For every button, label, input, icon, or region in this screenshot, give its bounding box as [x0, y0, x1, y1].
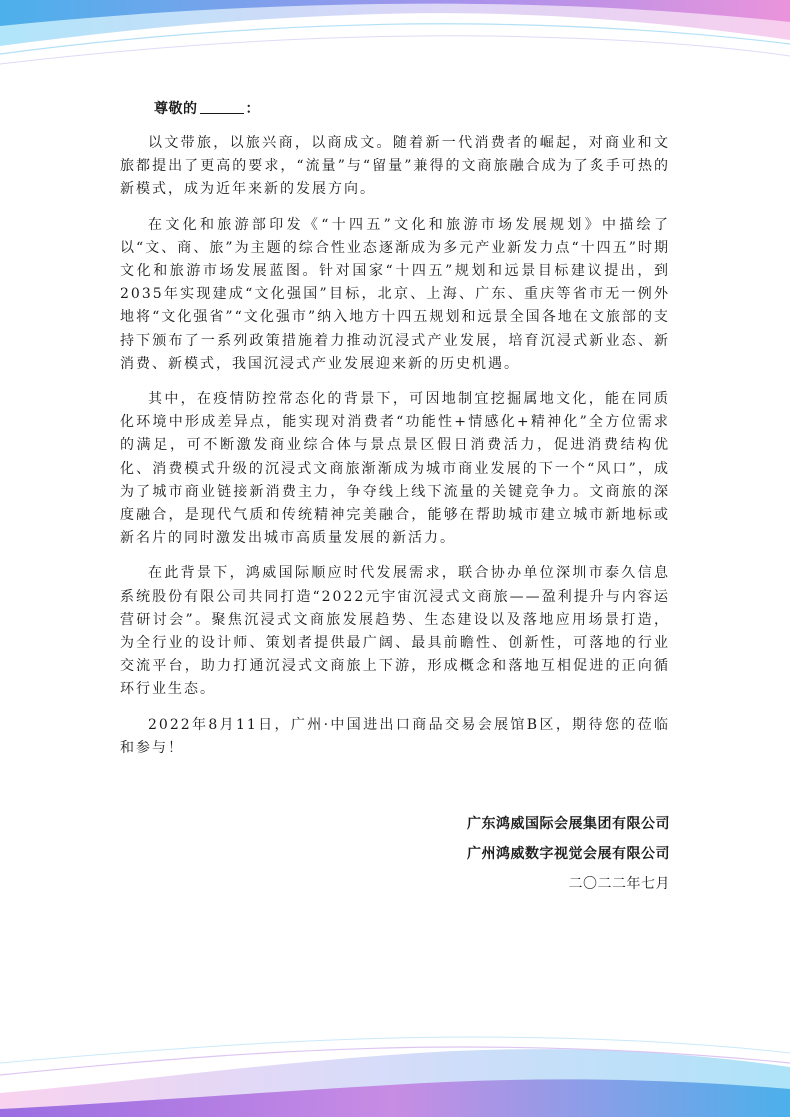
signature-block: [120, 814, 670, 894]
recipient-blank: [200, 99, 244, 114]
letter-body: [120, 132, 670, 760]
paragraph-policy: 在文化和旅游部印发《“十四五”文化和旅游市场发展规划》中描绘了以“文、商、旅”为主题的综合性业态逐渐成为多元产业新发力点“十四五”时期文化和旅游市场发展蓝图。针对国家“十四五”规划和远景目标建议提出，到2035年实现建成“文化强国”目标，北京、上海、广东、重庆等省市无一例外地将“文化强省”“文化强市”纳入地方十四五规划和远景全国各地在文旅部的支持下颁布了一系列政策措施着力推动沉浸式产业发展，培育沉浸式新业态、新消费、新模式，我国沉浸式产业发展迎来新的历史机遇。: [120, 216, 670, 372]
signature-organizer-2: 广州鸿威数字视觉会展有限公司: [467, 846, 670, 862]
paragraph-event: 在此背景下，鸿威国际顺应时代发展需求，联合协办单位深圳市泰久信息系统股份有限公司共同打造“2022元宇宙沉浸式文商旅——盈利提升与内容运营研讨会”。聚焦沉浸式文商旅发展趋势、生态建设以及落地应用场景打造，为全行业的设计师、策划者提供最广阔、最具前瞻性、创新性，可落地的行业交流平台，助力打通沉浸式文商旅上下游，形成概念和落地互相促进的正向循环行业生态。: [120, 565, 670, 698]
salutation-prefix: 尊敬的: [154, 101, 198, 117]
paragraph-background: 其中，在疫情防控常态化的背景下，可因地制宜挖掘属地文化，能在同质化环境中形成差异点，能实现对消费者“功能性+情感化+精神化”全方位需求的满足，可不断激发商业综合体与景点景区假日消费活力，促进消费结构优化、消费模式升级的沉浸式文商旅渐渐成为城市商业发展的下一个“风口”，成为了城市商业链接新消费主力，争夺线上线下流量的关键竞争力。文商旅的深度融合，是现代气质和传统精神完美融合，能够在帮助城市建立城市新地标或新名片的同时激发出城市高质量发展的新活力。: [120, 391, 670, 547]
bottom-decorative-wave: [0, 997, 790, 1117]
signature-organizer-1: 广东鸿威国际会展集团有限公司: [467, 816, 670, 832]
letter-content: [120, 98, 670, 772]
paragraph-intro: 以文带旅，以旅兴商，以商成文。随着新一代消费者的崛起，对商业和文旅都提出了更高的要求，“流量”与“留量”兼得的文商旅融合成为了炙手可热的新模式，成为近年来新的发展方向。: [120, 135, 670, 198]
salutation-suffix: ：: [245, 101, 260, 117]
salutation: [154, 98, 670, 120]
paragraph-invitation: 2022年8月11日，广州·中国进出口商品交易会展馆B区，期待您的莅临和参与！: [120, 716, 670, 756]
letter-date: 二〇二二年七月: [568, 876, 670, 892]
